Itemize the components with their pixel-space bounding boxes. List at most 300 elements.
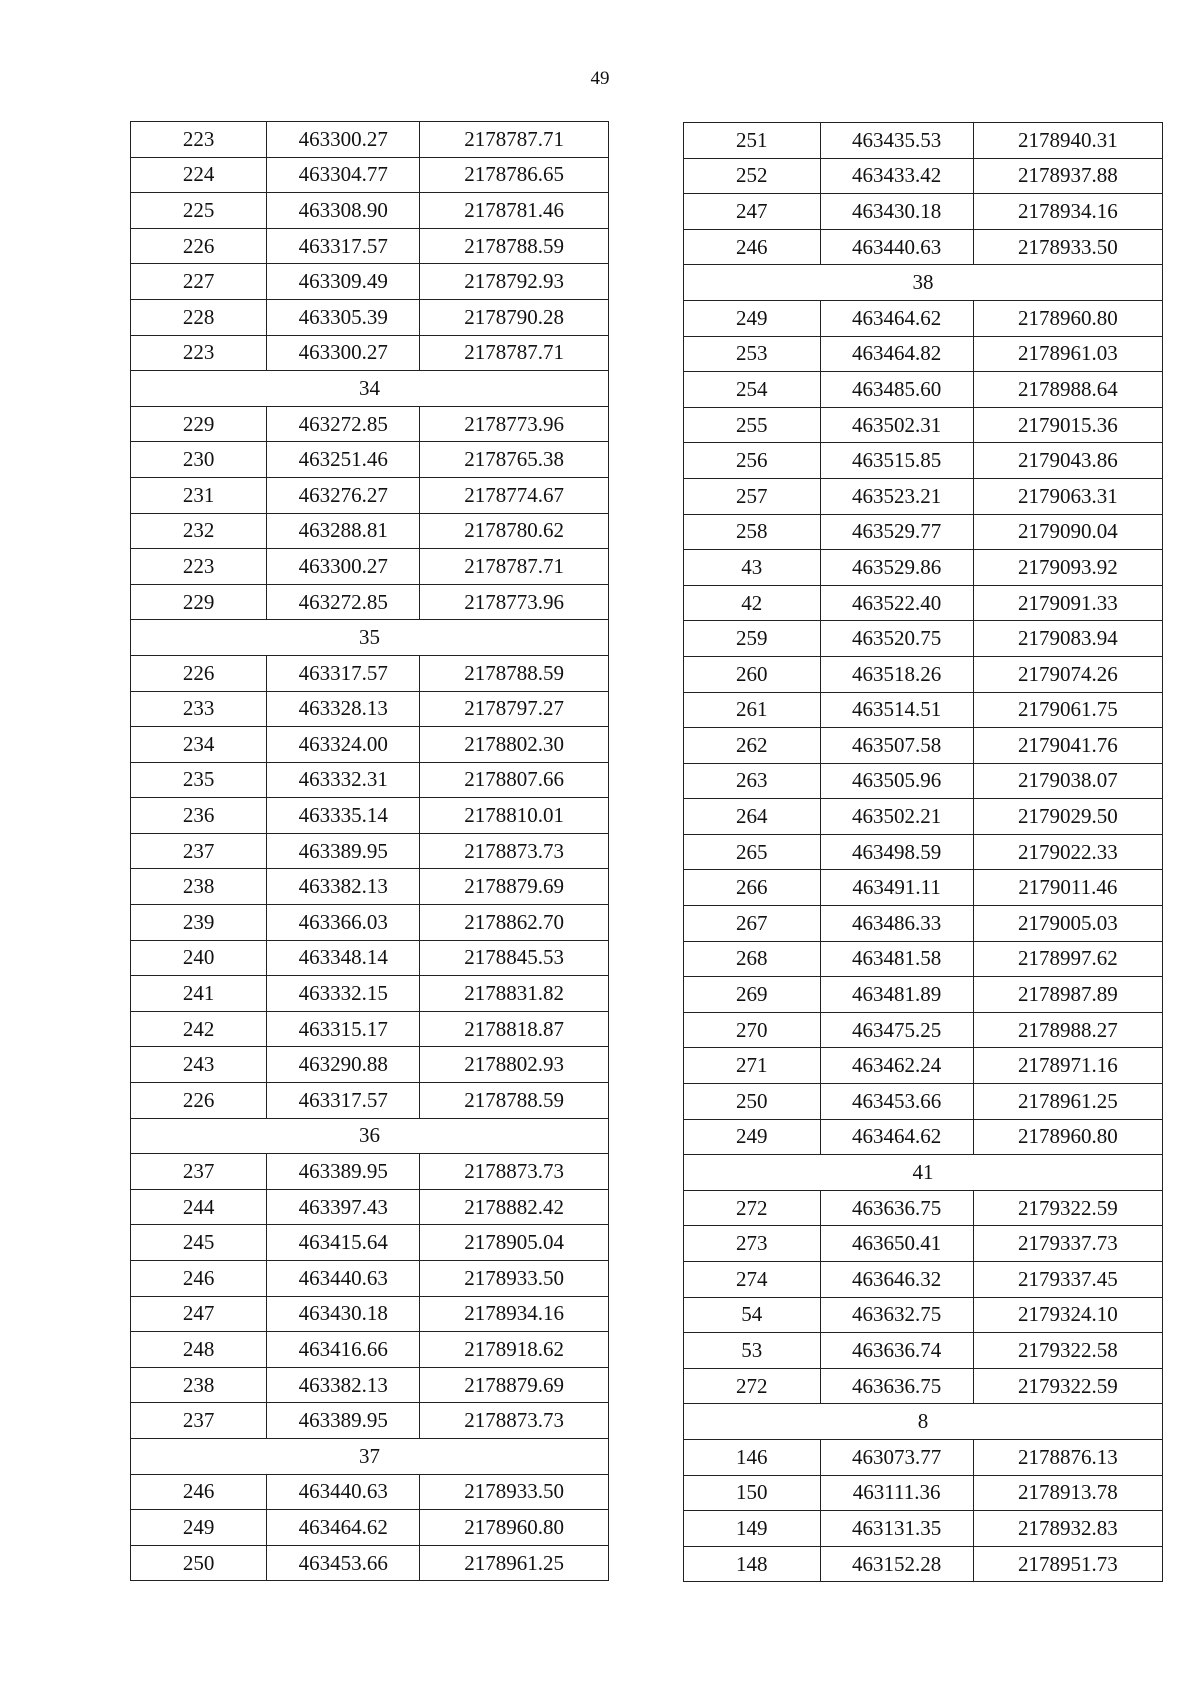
y-coordinate-cell: 2179322.58 <box>973 1333 1162 1369</box>
table-row <box>131 798 609 834</box>
y-coordinate-cell: 2179015.36 <box>973 407 1162 443</box>
table-row <box>684 123 1163 159</box>
section-number: 38 <box>684 265 1163 301</box>
y-coordinate-cell: 2178961.25 <box>973 1084 1162 1120</box>
x-coordinate-cell: 463300.27 <box>267 549 420 585</box>
x-coordinate-cell: 463300.27 <box>267 122 420 158</box>
point-id-cell: 262 <box>684 728 821 764</box>
table-row <box>684 763 1163 799</box>
y-coordinate-cell: 2178788.59 <box>420 655 609 691</box>
point-id-cell: 256 <box>684 443 821 479</box>
x-coordinate-cell: 463632.75 <box>820 1297 973 1333</box>
y-coordinate-cell: 2178818.87 <box>420 1011 609 1047</box>
x-coordinate-cell: 463332.15 <box>267 976 420 1012</box>
x-coordinate-cell: 463317.57 <box>267 655 420 691</box>
table-row <box>131 1047 609 1083</box>
y-coordinate-cell: 2179041.76 <box>973 728 1162 764</box>
table-row <box>684 1012 1163 1048</box>
table-row <box>684 194 1163 230</box>
y-coordinate-cell: 2178774.67 <box>420 477 609 513</box>
y-coordinate-cell: 2178786.65 <box>420 157 609 193</box>
point-id-cell: 229 <box>131 406 267 442</box>
table-body <box>684 123 1163 1582</box>
point-id-cell: 243 <box>131 1047 267 1083</box>
x-coordinate-cell: 463522.40 <box>820 585 973 621</box>
table-row <box>131 869 609 905</box>
y-coordinate-cell: 2178797.27 <box>420 691 609 727</box>
y-coordinate-cell: 2178780.62 <box>420 513 609 549</box>
x-coordinate-cell: 463288.81 <box>267 513 420 549</box>
point-id-cell: 224 <box>131 157 267 193</box>
x-coordinate-cell: 463389.95 <box>267 1154 420 1190</box>
y-coordinate-cell: 2179337.73 <box>973 1226 1162 1262</box>
table-row <box>131 549 609 585</box>
point-id-cell: 237 <box>131 1154 267 1190</box>
x-coordinate-cell: 463502.21 <box>820 799 973 835</box>
y-coordinate-cell: 2178905.04 <box>420 1225 609 1261</box>
point-id-cell: 265 <box>684 834 821 870</box>
x-coordinate-cell: 463514.51 <box>820 692 973 728</box>
point-id-cell: 252 <box>684 158 821 194</box>
y-coordinate-cell: 2178960.80 <box>973 300 1162 336</box>
x-coordinate-cell: 463462.24 <box>820 1048 973 1084</box>
x-coordinate-cell: 463276.27 <box>267 477 420 513</box>
table-row <box>131 1510 609 1546</box>
point-id-cell: 271 <box>684 1048 821 1084</box>
x-coordinate-cell: 463430.18 <box>820 194 973 230</box>
table-row <box>131 157 609 193</box>
x-coordinate-cell: 463300.27 <box>267 335 420 371</box>
point-id-cell: 255 <box>684 407 821 443</box>
table-row <box>684 656 1163 692</box>
y-coordinate-cell: 2178845.53 <box>420 940 609 976</box>
x-coordinate-cell: 463272.85 <box>267 406 420 442</box>
y-coordinate-cell: 2178873.73 <box>420 1403 609 1439</box>
x-coordinate-cell: 463415.64 <box>267 1225 420 1261</box>
point-id-cell: 269 <box>684 977 821 1013</box>
x-coordinate-cell: 463650.41 <box>820 1226 973 1262</box>
table-row <box>684 1368 1163 1404</box>
y-coordinate-cell: 2179038.07 <box>973 763 1162 799</box>
section-header-row <box>131 620 609 656</box>
y-coordinate-cell: 2178960.80 <box>420 1510 609 1546</box>
table-row <box>131 264 609 300</box>
table-row <box>684 906 1163 942</box>
x-coordinate-cell: 463475.25 <box>820 1012 973 1048</box>
point-id-cell: 236 <box>131 798 267 834</box>
x-coordinate-cell: 463304.77 <box>267 157 420 193</box>
y-coordinate-cell: 2178879.69 <box>420 1367 609 1403</box>
x-coordinate-cell: 463515.85 <box>820 443 973 479</box>
point-id-cell: 223 <box>131 549 267 585</box>
point-id-cell: 246 <box>131 1474 267 1510</box>
y-coordinate-cell: 2178951.73 <box>973 1546 1162 1582</box>
point-id-cell: 226 <box>131 228 267 264</box>
table-row <box>684 1475 1163 1511</box>
y-coordinate-cell: 2179091.33 <box>973 585 1162 621</box>
x-coordinate-cell: 463481.89 <box>820 977 973 1013</box>
y-coordinate-cell: 2178960.80 <box>973 1119 1162 1155</box>
y-coordinate-cell: 2178792.93 <box>420 264 609 300</box>
x-coordinate-cell: 463332.31 <box>267 762 420 798</box>
x-coordinate-cell: 463453.66 <box>267 1545 420 1581</box>
y-coordinate-cell: 2178932.83 <box>973 1511 1162 1547</box>
coordinate-table-left <box>130 121 609 1581</box>
y-coordinate-cell: 2178879.69 <box>420 869 609 905</box>
table-row <box>684 229 1163 265</box>
table-row <box>131 1261 609 1297</box>
table-row <box>131 1545 609 1581</box>
table-row <box>131 1367 609 1403</box>
x-coordinate-cell: 463389.95 <box>267 833 420 869</box>
table-body <box>131 122 609 1581</box>
table-row <box>684 407 1163 443</box>
table-row <box>131 1296 609 1332</box>
x-coordinate-cell: 463440.63 <box>267 1474 420 1510</box>
table-row <box>131 1403 609 1439</box>
table-row <box>131 1083 609 1119</box>
point-id-cell: 264 <box>684 799 821 835</box>
point-id-cell: 238 <box>131 869 267 905</box>
table-row <box>684 550 1163 586</box>
point-id-cell: 240 <box>131 940 267 976</box>
table-row <box>131 976 609 1012</box>
table-row <box>684 728 1163 764</box>
point-id-cell: 270 <box>684 1012 821 1048</box>
x-coordinate-cell: 463491.11 <box>820 870 973 906</box>
y-coordinate-cell: 2179029.50 <box>973 799 1162 835</box>
point-id-cell: 274 <box>684 1262 821 1298</box>
y-coordinate-cell: 2178787.71 <box>420 122 609 158</box>
section-header-row <box>684 265 1163 301</box>
table-row <box>684 1119 1163 1155</box>
y-coordinate-cell: 2178807.66 <box>420 762 609 798</box>
x-coordinate-cell: 463507.58 <box>820 728 973 764</box>
y-coordinate-cell: 2178918.62 <box>420 1332 609 1368</box>
x-coordinate-cell: 463502.31 <box>820 407 973 443</box>
table-row <box>131 442 609 478</box>
table-row <box>684 1439 1163 1475</box>
y-coordinate-cell: 2178913.78 <box>973 1475 1162 1511</box>
x-coordinate-cell: 463529.86 <box>820 550 973 586</box>
point-id-cell: 249 <box>684 300 821 336</box>
x-coordinate-cell: 463433.42 <box>820 158 973 194</box>
x-coordinate-cell: 463523.21 <box>820 478 973 514</box>
section-number: 35 <box>131 620 609 656</box>
point-id-cell: 260 <box>684 656 821 692</box>
table-row <box>684 1511 1163 1547</box>
table-row <box>684 977 1163 1013</box>
y-coordinate-cell: 2178788.59 <box>420 1083 609 1119</box>
point-id-cell: 261 <box>684 692 821 728</box>
table-row <box>131 193 609 229</box>
section-number: 37 <box>131 1438 609 1474</box>
y-coordinate-cell: 2179083.94 <box>973 621 1162 657</box>
y-coordinate-cell: 2178934.16 <box>420 1296 609 1332</box>
section-header-row <box>131 1438 609 1474</box>
table-row <box>684 514 1163 550</box>
y-coordinate-cell: 2178802.93 <box>420 1047 609 1083</box>
table-row <box>131 1189 609 1225</box>
point-id-cell: 238 <box>131 1367 267 1403</box>
y-coordinate-cell: 2178873.73 <box>420 833 609 869</box>
table-row <box>131 833 609 869</box>
point-id-cell: 150 <box>684 1475 821 1511</box>
table-row <box>684 799 1163 835</box>
y-coordinate-cell: 2179011.46 <box>973 870 1162 906</box>
table-row <box>131 1332 609 1368</box>
point-id-cell: 237 <box>131 1403 267 1439</box>
table-row <box>684 870 1163 906</box>
table-row <box>131 940 609 976</box>
table-row <box>684 834 1163 870</box>
y-coordinate-cell: 2178988.27 <box>973 1012 1162 1048</box>
point-id-cell: 223 <box>131 122 267 158</box>
x-coordinate-cell: 463498.59 <box>820 834 973 870</box>
x-coordinate-cell: 463315.17 <box>267 1011 420 1047</box>
x-coordinate-cell: 463520.75 <box>820 621 973 657</box>
y-coordinate-cell: 2179074.26 <box>973 656 1162 692</box>
y-coordinate-cell: 2179322.59 <box>973 1190 1162 1226</box>
x-coordinate-cell: 463529.77 <box>820 514 973 550</box>
table-row <box>684 1546 1163 1582</box>
y-coordinate-cell: 2179061.75 <box>973 692 1162 728</box>
x-coordinate-cell: 463272.85 <box>267 584 420 620</box>
y-coordinate-cell: 2178787.71 <box>420 335 609 371</box>
y-coordinate-cell: 2179324.10 <box>973 1297 1162 1333</box>
x-coordinate-cell: 463430.18 <box>267 1296 420 1332</box>
point-id-cell: 247 <box>131 1296 267 1332</box>
point-id-cell: 229 <box>131 584 267 620</box>
x-coordinate-cell: 463464.62 <box>820 1119 973 1155</box>
x-coordinate-cell: 463486.33 <box>820 906 973 942</box>
y-coordinate-cell: 2178937.88 <box>973 158 1162 194</box>
x-coordinate-cell: 463317.57 <box>267 1083 420 1119</box>
point-id-cell: 54 <box>684 1297 821 1333</box>
x-coordinate-cell: 463505.96 <box>820 763 973 799</box>
table-row <box>684 1333 1163 1369</box>
section-number: 34 <box>131 371 609 407</box>
x-coordinate-cell: 463290.88 <box>267 1047 420 1083</box>
x-coordinate-cell: 463481.58 <box>820 941 973 977</box>
y-coordinate-cell: 2178773.96 <box>420 584 609 620</box>
x-coordinate-cell: 463435.53 <box>820 123 973 159</box>
x-coordinate-cell: 463636.75 <box>820 1368 973 1404</box>
point-id-cell: 273 <box>684 1226 821 1262</box>
point-id-cell: 42 <box>684 585 821 621</box>
y-coordinate-cell: 2178862.70 <box>420 905 609 941</box>
point-id-cell: 263 <box>684 763 821 799</box>
table-row <box>684 1084 1163 1120</box>
table-row <box>684 692 1163 728</box>
x-coordinate-cell: 463464.82 <box>820 336 973 372</box>
point-id-cell: 226 <box>131 655 267 691</box>
table-row <box>684 443 1163 479</box>
section-number: 8 <box>684 1404 1163 1440</box>
point-id-cell: 246 <box>684 229 821 265</box>
point-id-cell: 254 <box>684 372 821 408</box>
point-id-cell: 234 <box>131 727 267 763</box>
point-id-cell: 233 <box>131 691 267 727</box>
table-row <box>131 655 609 691</box>
y-coordinate-cell: 2179090.04 <box>973 514 1162 550</box>
x-coordinate-cell: 463305.39 <box>267 299 420 335</box>
point-id-cell: 223 <box>131 335 267 371</box>
table-row <box>131 122 609 158</box>
section-header-row <box>131 1118 609 1154</box>
table-row <box>131 406 609 442</box>
y-coordinate-cell: 2178810.01 <box>420 798 609 834</box>
section-header-row <box>684 1155 1163 1191</box>
table-row <box>684 372 1163 408</box>
y-coordinate-cell: 2178961.03 <box>973 336 1162 372</box>
point-id-cell: 245 <box>131 1225 267 1261</box>
y-coordinate-cell: 2179063.31 <box>973 478 1162 514</box>
x-coordinate-cell: 463453.66 <box>820 1084 973 1120</box>
table-row <box>684 1048 1163 1084</box>
point-id-cell: 250 <box>684 1084 821 1120</box>
point-id-cell: 246 <box>131 1261 267 1297</box>
x-coordinate-cell: 463485.60 <box>820 372 973 408</box>
table-row <box>684 300 1163 336</box>
x-coordinate-cell: 463073.77 <box>820 1439 973 1475</box>
table-row <box>684 1226 1163 1262</box>
point-id-cell: 149 <box>684 1511 821 1547</box>
point-id-cell: 272 <box>684 1368 821 1404</box>
table-row <box>684 941 1163 977</box>
y-coordinate-cell: 2178873.73 <box>420 1154 609 1190</box>
y-coordinate-cell: 2179005.03 <box>973 906 1162 942</box>
point-id-cell: 241 <box>131 976 267 1012</box>
point-id-cell: 259 <box>684 621 821 657</box>
table-row <box>684 478 1163 514</box>
table-row <box>131 1154 609 1190</box>
y-coordinate-cell: 2178788.59 <box>420 228 609 264</box>
point-id-cell: 231 <box>131 477 267 513</box>
y-coordinate-cell: 2178933.50 <box>973 229 1162 265</box>
point-id-cell: 268 <box>684 941 821 977</box>
point-id-cell: 232 <box>131 513 267 549</box>
point-id-cell: 237 <box>131 833 267 869</box>
x-coordinate-cell: 463335.14 <box>267 798 420 834</box>
point-id-cell: 250 <box>131 1545 267 1581</box>
point-id-cell: 249 <box>684 1119 821 1155</box>
y-coordinate-cell: 2178934.16 <box>973 194 1162 230</box>
point-id-cell: 225 <box>131 193 267 229</box>
y-coordinate-cell: 2178787.71 <box>420 549 609 585</box>
table-row <box>684 1297 1163 1333</box>
y-coordinate-cell: 2178997.62 <box>973 941 1162 977</box>
table-row <box>131 228 609 264</box>
y-coordinate-cell: 2178790.28 <box>420 299 609 335</box>
point-id-cell: 257 <box>684 478 821 514</box>
x-coordinate-cell: 463131.35 <box>820 1511 973 1547</box>
x-coordinate-cell: 463518.26 <box>820 656 973 692</box>
table-row <box>131 513 609 549</box>
y-coordinate-cell: 2178933.50 <box>420 1474 609 1510</box>
point-id-cell: 249 <box>131 1510 267 1546</box>
y-coordinate-cell: 2179043.86 <box>973 443 1162 479</box>
x-coordinate-cell: 463389.95 <box>267 1403 420 1439</box>
table-row <box>131 762 609 798</box>
table-row <box>131 905 609 941</box>
point-id-cell: 258 <box>684 514 821 550</box>
point-id-cell: 247 <box>684 194 821 230</box>
x-coordinate-cell: 463464.62 <box>820 300 973 336</box>
y-coordinate-cell: 2178933.50 <box>420 1261 609 1297</box>
point-id-cell: 267 <box>684 906 821 942</box>
x-coordinate-cell: 463440.63 <box>267 1261 420 1297</box>
point-id-cell: 242 <box>131 1011 267 1047</box>
x-coordinate-cell: 463152.28 <box>820 1546 973 1582</box>
x-coordinate-cell: 463308.90 <box>267 193 420 229</box>
x-coordinate-cell: 463251.46 <box>267 442 420 478</box>
table-row <box>684 158 1163 194</box>
y-coordinate-cell: 2179322.59 <box>973 1368 1162 1404</box>
point-id-cell: 239 <box>131 905 267 941</box>
y-coordinate-cell: 2178765.38 <box>420 442 609 478</box>
section-number: 41 <box>684 1155 1163 1191</box>
point-id-cell: 226 <box>131 1083 267 1119</box>
x-coordinate-cell: 463646.32 <box>820 1262 973 1298</box>
x-coordinate-cell: 463636.75 <box>820 1190 973 1226</box>
page-number: 49 <box>590 68 610 89</box>
table-row <box>684 1190 1163 1226</box>
x-coordinate-cell: 463382.13 <box>267 1367 420 1403</box>
table-row <box>131 1474 609 1510</box>
point-id-cell: 43 <box>684 550 821 586</box>
x-coordinate-cell: 463317.57 <box>267 228 420 264</box>
x-coordinate-cell: 463324.00 <box>267 727 420 763</box>
x-coordinate-cell: 463111.36 <box>820 1475 973 1511</box>
table-row <box>131 1011 609 1047</box>
y-coordinate-cell: 2179022.33 <box>973 834 1162 870</box>
table-row <box>684 336 1163 372</box>
point-id-cell: 248 <box>131 1332 267 1368</box>
section-header-row <box>131 371 609 407</box>
x-coordinate-cell: 463397.43 <box>267 1189 420 1225</box>
y-coordinate-cell: 2178831.82 <box>420 976 609 1012</box>
section-header-row <box>684 1404 1163 1440</box>
x-coordinate-cell: 463636.74 <box>820 1333 973 1369</box>
point-id-cell: 146 <box>684 1439 821 1475</box>
x-coordinate-cell: 463382.13 <box>267 869 420 905</box>
x-coordinate-cell: 463366.03 <box>267 905 420 941</box>
table-row <box>684 1262 1163 1298</box>
x-coordinate-cell: 463348.14 <box>267 940 420 976</box>
table-row <box>684 621 1163 657</box>
point-id-cell: 228 <box>131 299 267 335</box>
y-coordinate-cell: 2178988.64 <box>973 372 1162 408</box>
y-coordinate-cell: 2178882.42 <box>420 1189 609 1225</box>
y-coordinate-cell: 2178781.46 <box>420 193 609 229</box>
x-coordinate-cell: 463328.13 <box>267 691 420 727</box>
section-number: 36 <box>131 1118 609 1154</box>
x-coordinate-cell: 463464.62 <box>267 1510 420 1546</box>
y-coordinate-cell: 2178802.30 <box>420 727 609 763</box>
point-id-cell: 266 <box>684 870 821 906</box>
table-row <box>131 727 609 763</box>
x-coordinate-cell: 463416.66 <box>267 1332 420 1368</box>
point-id-cell: 53 <box>684 1333 821 1369</box>
y-coordinate-cell: 2178940.31 <box>973 123 1162 159</box>
point-id-cell: 227 <box>131 264 267 300</box>
point-id-cell: 235 <box>131 762 267 798</box>
table-row <box>131 335 609 371</box>
point-id-cell: 253 <box>684 336 821 372</box>
y-coordinate-cell: 2178773.96 <box>420 406 609 442</box>
table-row <box>684 585 1163 621</box>
